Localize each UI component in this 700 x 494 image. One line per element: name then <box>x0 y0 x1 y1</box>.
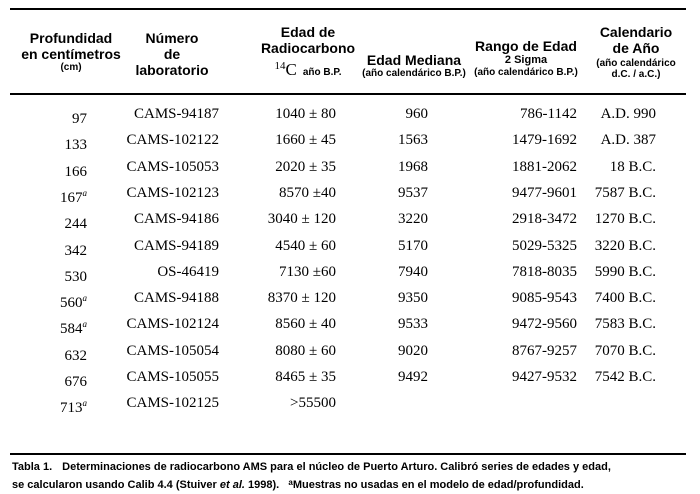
cell-depth: 167$^a$ <box>60 187 87 206</box>
cell-range: 7818-8035 <box>512 263 577 280</box>
header-range-line1: Rango de Edad <box>475 38 577 54</box>
table-row <box>0 341 700 365</box>
cell-lab: CAMS-102123 <box>126 184 219 201</box>
header-radio-line2: Radiocarbono <box>260 40 356 56</box>
cell-range: 9085-9543 <box>512 290 577 307</box>
cell-range: 8767-9257 <box>512 342 577 359</box>
caption-footnote: Muestras no usadas en el modelo de edad/profundidad. <box>292 479 584 491</box>
cell-lab: CAMS-102122 <box>126 132 219 149</box>
cell-depth: 133 <box>64 137 87 154</box>
cell-c14: 4540 ± 60 <box>275 237 336 254</box>
table-row <box>0 157 700 181</box>
cell-depth: 166 <box>64 163 87 180</box>
cell-depth: 713$^a$ <box>60 398 87 417</box>
header-calendar-year <box>588 24 684 80</box>
cell-c14: 1040 ± 80 <box>275 106 336 122</box>
cell-median: 1968 <box>398 158 428 175</box>
cell-depth: 97 <box>72 111 87 127</box>
caption-label: Tabla 1. <box>12 461 53 473</box>
cell-cal: 7583 B.C. <box>594 316 656 333</box>
header-range-sigma: 2 Sigma <box>504 54 548 66</box>
cell-c14: 7130 ±60 <box>279 263 336 280</box>
top-rule <box>10 8 686 10</box>
cell-range: 1881-2062 <box>512 158 577 175</box>
header-lab-line3: laboratorio <box>135 62 209 78</box>
table-row <box>0 130 700 154</box>
cell-c14: 8080 ± 60 <box>275 342 336 359</box>
cell-cal: 3220 B.C. <box>594 237 656 254</box>
caption-footnote-mark: a <box>288 478 293 487</box>
cell-lab: CAMS-94186 <box>133 211 219 228</box>
header-depth-line2: en centímetros <box>21 46 121 62</box>
cell-depth: 244 <box>64 216 87 233</box>
caption-text-2: se calcularon usando Calib 4.4 (Stuiver <box>12 479 220 491</box>
header-median-line1: Edad Mediana <box>366 52 462 68</box>
cell-depth: 342 <box>64 242 87 259</box>
header-radio-unit-line <box>248 58 368 81</box>
cell-median: 960 <box>405 106 428 122</box>
table-caption <box>12 460 688 493</box>
table-row <box>0 393 700 417</box>
cell-cal: 7070 B.C. <box>594 342 656 359</box>
header-lab-line1: Número <box>145 30 199 46</box>
header-lab-line2: de <box>163 46 181 62</box>
cell-range: 1479-1692 <box>512 132 577 149</box>
caption-text-3: 1998). <box>244 479 280 491</box>
cell-depth: 632 <box>64 347 87 364</box>
caption-text: Determinaciones de radiocarbono AMS para el núcleo de Puerto Arturo. Calibró series de edades y edad, <box>62 461 611 473</box>
header-median-sub: (año calendárico B.P.) <box>362 68 466 79</box>
cell-cal: A.D. 387 <box>600 132 656 149</box>
cell-c14: 8570 ±40 <box>279 184 336 201</box>
cell-c14: 2020 ± 35 <box>275 158 336 175</box>
cell-range: 9477-9601 <box>512 184 577 201</box>
cell-c14: 1660 ± 45 <box>275 132 336 149</box>
cell-range: 2918-3472 <box>512 211 577 228</box>
cell-cal: 7587 B.C. <box>594 184 656 201</box>
table-row <box>0 236 700 260</box>
caption-etal: et al. <box>219 479 245 491</box>
cell-cal: 7542 B.C. <box>594 369 656 385</box>
cell-median: 9350 <box>398 290 428 307</box>
cell-range: 9427-9532 <box>512 369 577 385</box>
cell-lab: CAMS-105053 <box>126 158 219 175</box>
header-cal-sub2: d.C. / a.C.) <box>611 69 661 80</box>
cell-range: 786-1142 <box>520 106 577 122</box>
cell-range: 9472-9560 <box>512 316 577 333</box>
cell-lab: CAMS-105054 <box>126 342 219 359</box>
header-depth <box>14 30 128 73</box>
table-row <box>0 288 700 312</box>
table-row <box>0 314 700 338</box>
cell-median: 5170 <box>398 237 428 254</box>
footnote-flag: a <box>82 319 87 330</box>
cell-range: 5029-5325 <box>512 237 577 254</box>
cell-cal: 18 B.C. <box>609 158 656 175</box>
bottom-rule <box>10 453 686 455</box>
cell-c14: 8465 ± 35 <box>275 369 336 385</box>
cell-cal: 7400 B.C. <box>594 290 656 307</box>
cell-median: 9020 <box>398 342 428 359</box>
header-radio-line1: Edad de <box>280 24 336 40</box>
header-rule <box>10 93 686 95</box>
header-depth-unit: (cm) <box>60 62 82 73</box>
header-cal-line1: Calendario <box>599 24 673 40</box>
cell-lab: CAMS-94188 <box>133 290 219 307</box>
table-row <box>0 104 700 128</box>
header-radiocarbon-age <box>248 24 368 81</box>
cell-lab: CAMS-102124 <box>126 316 219 333</box>
cell-median: 9537 <box>398 184 428 201</box>
cell-depth: 530 <box>64 268 87 285</box>
cell-cal: 1270 B.C. <box>594 211 656 228</box>
cell-lab: CAMS-102125 <box>126 395 219 412</box>
header-age-range <box>470 38 582 78</box>
cell-depth: 584$^a$ <box>60 319 87 338</box>
cell-median: 1563 <box>398 132 428 149</box>
cell-cal: 5990 B.C. <box>594 263 656 280</box>
cell-cal: A.D. 990 <box>600 106 656 122</box>
header-depth-line1: Profundidad <box>29 30 113 46</box>
cell-lab: CAMS-94187 <box>133 106 219 122</box>
footnote-flag: a <box>82 398 87 409</box>
table-row <box>0 262 700 286</box>
table-row <box>0 367 700 391</box>
cell-lab: CAMS-105055 <box>126 369 219 385</box>
cell-lab: CAMS-94189 <box>133 237 219 254</box>
cell-median: 9533 <box>398 316 428 333</box>
footnote-flag: a <box>82 293 87 304</box>
header-lab-number <box>122 30 222 78</box>
table-row <box>0 209 700 233</box>
header-range-sub: (año calendárico B.P.) <box>474 67 578 78</box>
cell-c14: 8560 ± 40 <box>275 316 336 333</box>
cell-median: 9492 <box>398 369 428 385</box>
cell-depth: 676 <box>64 374 87 390</box>
table-row <box>0 183 700 207</box>
cell-c14: 8370 ± 120 <box>267 290 336 307</box>
cell-c14: 3040 ± 120 <box>267 211 336 228</box>
cell-median: 3220 <box>398 211 428 228</box>
header-cal-line2: de Año <box>612 40 660 56</box>
cell-depth: 560$^a$ <box>60 293 87 312</box>
cell-c14: >55500 <box>290 395 336 412</box>
cell-lab: OS-46419 <box>157 263 219 280</box>
cell-median: 7940 <box>398 263 428 280</box>
footnote-flag: a <box>82 187 87 198</box>
header-cal-sub1: (año calendárico <box>596 58 676 69</box>
header-median-age <box>360 52 468 79</box>
header-radio-unit: año B.P. <box>302 67 342 78</box>
carbon-14-symbol: $^{14}$C <box>274 60 297 79</box>
